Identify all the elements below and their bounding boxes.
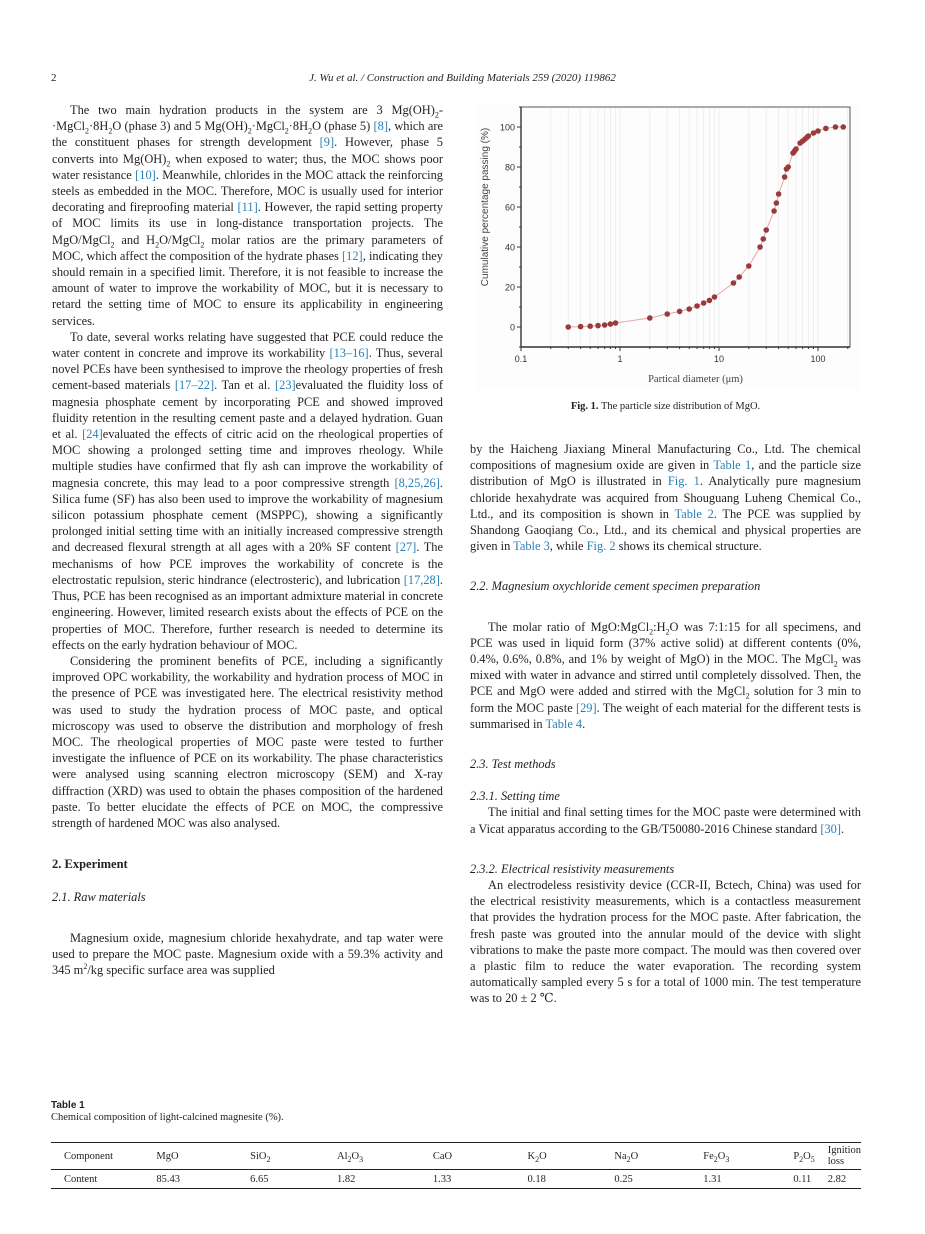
table-header-cell: Component (64, 1150, 113, 1162)
paragraph-intro-hydration: The two main hydration products in the system are 3 $Mg(OH)_2-\cdot MgCl_2\cdot 8H_2O$ (phase 3) and 5 $Mg(OH)_2\cdot MgCl_2\cdot 8H_2O$ (phase 5) [8], which are the constituent phases for strength development [9]. However, phase 5 converts into $Mg(OH)_2$ when exposed to water; thus, the MOC shows poor water resistance [10]. Meanwhile, chlorides in the MOC attack the reinforcing steels as embedded in the MOC. Therefore, MOC is usually used for interior decorating and fireproofing material [11]. However, the rapid setting property of MOC limits its use in long-distance transportation projects. The MgO/MgCl$_2$ and $H_2O/MgCl_2$ molar ratios are the primary parameters of MOC, which affect the composition of the hydrate phases [12], indicating they should remain in a specified limit. Therefore, it is not feasible to increase the amount of water to improve the workability of MOC, but it is necessary to retard the setting time of MOC to ensure its applicability in engineering services. (52, 103, 444, 328)
svg-text:0: 0 (509, 322, 515, 333)
page-number: 2 (51, 72, 57, 84)
table-header-cell: $Na_2O$ (614, 1150, 639, 1164)
paragraph-setting-time: The initial and final setting times for the MOC paste were determined with a Vicat apparatus according to the GB/T50080-2016 Chinese standard [30]. (470, 805, 861, 836)
table-cell: 0.11 (793, 1173, 812, 1185)
svg-text:40: 40 (504, 242, 515, 253)
table-cell: 85.43 (156, 1173, 180, 1185)
table-header-cell: $Fe_2O_3$ (703, 1150, 730, 1164)
table-cell: 0.25 (614, 1173, 633, 1185)
right-column (470, 441, 861, 1007)
subsection-heading-test-methods: 2.3. Test methods (470, 757, 556, 772)
svg-text:Partical diameter (μm): Partical diameter (μm) (648, 374, 743, 385)
reference-link[interactable]: Table 2 (674, 506, 714, 521)
reference-link[interactable]: [11] (237, 200, 258, 215)
reference-link[interactable]: [29] (575, 700, 597, 715)
table-row (51, 1170, 861, 1189)
subsection-heading-specimen-prep: 2.2. Magnesium oxychloride cement specimen preparation (470, 579, 761, 594)
svg-text:100: 100 (810, 354, 826, 364)
figure-1-chart (476, 104, 860, 389)
subsection-heading-raw-materials: 2.1. Raw materials (52, 890, 146, 905)
table-header-cell: $P_2O_5$ (793, 1150, 815, 1164)
svg-text:0.1: 0.1 (514, 354, 528, 364)
reference-link[interactable]: [17,28] (403, 572, 440, 587)
svg-text:80: 80 (504, 162, 515, 173)
reference-link[interactable]: [12] (342, 248, 363, 263)
paragraph-study-scope: Considering the prominent benefits of PCE, including a significantly improved OPC workability, the workability and hydration process of MOC in the presence of PCE was investigated here. The electrical resistivity method was used to study the hydration process of MOC paste, and optical microscopy was used to observe the distribution and morphology of fresh MOC. The rheological properties of MOC paste were tested to further investigate the influence of PCE on its workability. The phase characteristics were analysed using scanning electron microscopy (SEM) and X-ray diffraction (XRD) was used to obtain the phases composition of the hardened paste. To better elucidate the effects of PCE on MOC, the compressive strength of hardened MOC was also analysed. (52, 653, 443, 830)
table-cell: 1.82 (337, 1173, 356, 1185)
composition-table (51, 1142, 861, 1189)
journal-citation: J. Wu et al. / Construction and Building Materials 259 (2020) 119862 (309, 72, 616, 84)
table-title: Table 1 (51, 1100, 85, 1111)
svg-text:60: 60 (504, 202, 515, 213)
table-header-cell: $K_2O$ (527, 1150, 547, 1164)
subsubsection-heading-setting-time: 2.3.1. Setting time (470, 789, 560, 804)
figure-caption-text: The particle size distribution of MgO. (598, 401, 761, 412)
svg-text:10: 10 (713, 354, 725, 364)
reference-link[interactable]: [30] (820, 821, 841, 836)
table-cell: Content (64, 1173, 98, 1185)
figure-1-caption (470, 401, 861, 412)
reference-link[interactable]: Fig. 2 (586, 539, 616, 554)
table-header-row (51, 1143, 861, 1170)
table-header-cell: $Al_2O_3$ (337, 1150, 364, 1164)
table-header-cell: MgO (156, 1150, 179, 1162)
paragraph-specimen-prep: The molar ratio of $MgO:MgCl_2:H_2O$ was 7:1:15 for all specimens, and PCE was used in liquid form (37% active solid) at different contents (0%, 0.4%, 0.6%, 0.8%, and 1% by weight of MgO) in the MOC. The MgCl$_2$ was mixed with water in advance and stirred until completely dissolved. Then, the PCE and MgO were added and stirred with the MgCl$_2$ solution for 3 min to form the MOC paste [29]. The weight of each material for the different tests is summarised in Table 4. (470, 619, 861, 731)
left-column (52, 102, 443, 978)
reference-link[interactable]: [8,25,26] (394, 475, 440, 490)
table-header-cell: Ignition loss (827, 1145, 861, 1167)
paragraph-resistivity: An electrodeless resistivity device (CCR-II, Bctech, China) was used for the electrical resistivity measurements, which is a contactless measurement that provides the hydration process for the MOC paste. After fabrication, the fresh paste was grouted into the annular mould of the device with slight vibrations to make the paste more compact. The mould was then covered over a plastic film to reduce the water evaporation. The recording system automatically sampled every 5 s for a total of 1000 min. The test temperature was to 20 ± 2 ℃. (470, 878, 861, 1006)
paragraph-materials-suppliers: by the Haicheng Jiaxiang Mineral Manufacturing Co., Ltd. The chemical compositions of magnesium oxide are given in Table 1, and the particle size distribution of MgO is illustrated in Fig. 1. Analytically pure magnesium chloride hexahydrate was acquired from Shouguang Luheng Chemical Co., Ltd., and its composition is shown in Table 2. The PCE was supplied by Shandong Gaoqiang Co., Ltd., and its chemical and physical properties are given in Table 3, while Fig. 2 shows its chemical structure. (470, 442, 862, 554)
reference-link[interactable]: [24] (82, 427, 103, 442)
reference-link[interactable]: [8] (373, 119, 388, 134)
particle-size-chart (476, 104, 860, 389)
figure-label: Fig. 1. (570, 401, 599, 412)
reference-link[interactable]: [9] (319, 135, 335, 150)
table-cell: 6.65 (250, 1173, 269, 1185)
table-body (51, 1170, 861, 1189)
reference-link[interactable]: [23] (275, 378, 296, 393)
svg-text:20: 20 (504, 282, 515, 293)
reference-link[interactable]: Table 4 (545, 716, 583, 731)
table-cell: 0.18 (527, 1173, 546, 1185)
reference-link[interactable]: [27] (395, 540, 417, 555)
reference-link[interactable]: [13–16] (329, 346, 369, 361)
subsubsection-heading-resistivity: 2.3.2. Electrical resistivity measurements (470, 861, 675, 876)
table-cell: 1.31 (703, 1173, 722, 1185)
svg-text:100: 100 (499, 122, 515, 133)
paragraph-raw-materials: Magnesium oxide, magnesium chloride hexahydrate, and tap water were used to prepare the MOC paste. Magnesium oxide with a 59.3% activity and 345 $m^2/kg$ specific surface area was supplied (52, 930, 443, 977)
table-cell: 1.33 (432, 1173, 452, 1185)
reference-link[interactable]: [17–22] (174, 378, 215, 393)
table-header-cell: SiO$_2$ (250, 1150, 271, 1164)
reference-link[interactable]: [10] (135, 167, 156, 182)
svg-text:Cumulative percentage passing: Cumulative percentage passing (%) (480, 127, 491, 287)
reference-link[interactable]: Fig. 1 (667, 474, 700, 489)
reference-link[interactable]: Table 1 (713, 458, 752, 473)
table-cell: 2.82 (827, 1173, 847, 1185)
table-header-cell: CaO (432, 1150, 453, 1162)
paragraph-pce-literature: To date, several works relating have suggested that PCE could reduce the water content in concrete and improve its workability [13–16]. Thus, several novel PCEs have been synthesised to improve the rheology properties of fresh cement-based materials [17–22]. Tan et al. [23]evaluated the fluidity loss of magnesia phosphate cement by incorporating PCE and showed improved fluidity retention in the resulting cement paste and a delayed hydration. Guan et al. [24]evaluated the effects of citric acid on the rheological properties of MOC showing a prolonged setting time and improves rheology. While multiple studies have confirmed that fly ash can improve the workability of magnesia concrete, this may lead to a poor compressive strength [8,25,26]. Silica fume (SF) has also been used to improve the workability of magnesium silicon potassium phosphate cement (MSPPC), showing a significantly prolonged initial setting time with an initially increased compressive strength and decreased flexural strength at all ages with a 20% SF content [27]. The mechanisms of how PCE improves the workability of concrete is the electrostatic repulsion, steric hindrance (electrosteric), and lubrication [17,28]. Thus, PCE has been recognised as an important admixture material in concrete engineering. However, limited research exists about the effects of PCE on the properties of MOC. Therefore, further research is needed to determine its effects on the early hydration behaviour of MOC. (52, 329, 443, 652)
table-caption: Chemical composition of light-calcined magnesite (%). (51, 1112, 284, 1123)
svg-text:1: 1 (617, 354, 623, 364)
table-1 (51, 1100, 861, 1189)
section-heading-experiment: 2. Experiment (52, 857, 128, 872)
reference-link[interactable]: Table 3 (513, 539, 550, 554)
